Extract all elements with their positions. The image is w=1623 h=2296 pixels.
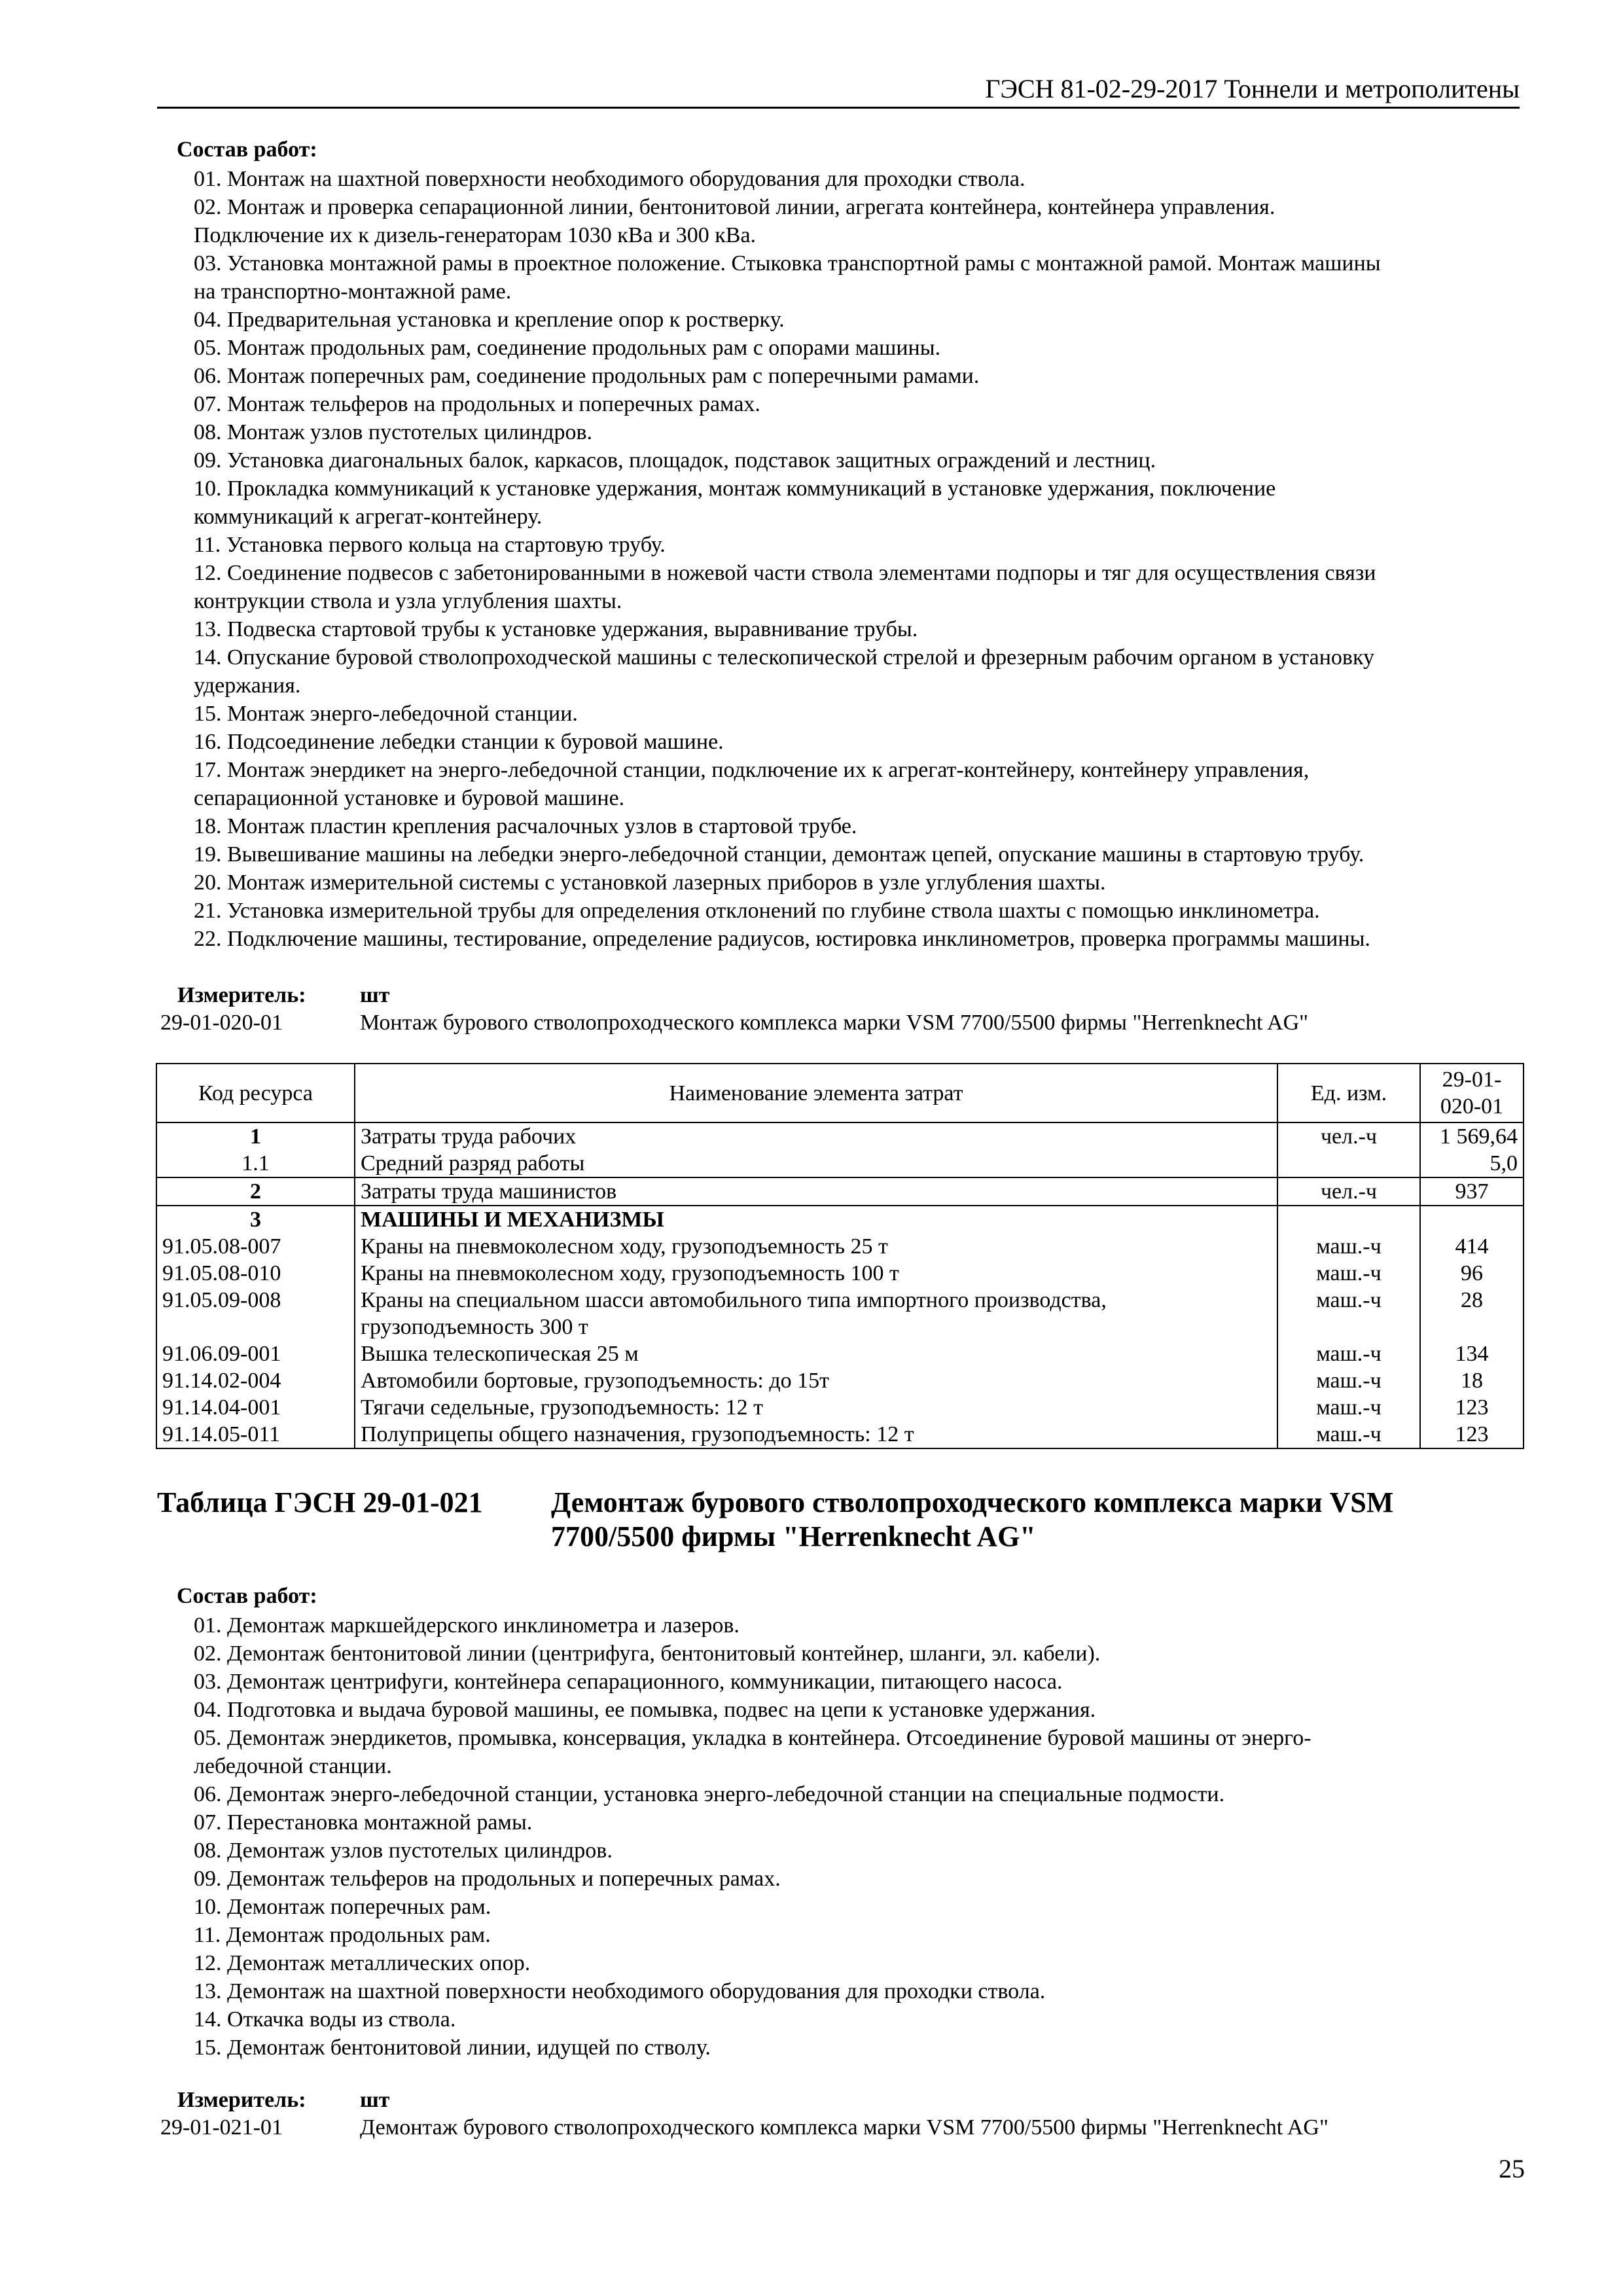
work-step: коммуникаций к агрегат-контейнеру. (194, 505, 543, 529)
cell-code: 91.05.08-010 (156, 1260, 355, 1287)
work-step: 08. Монтаж узлов пустотелых цилиндров. (194, 420, 592, 444)
table-name (551, 1486, 1518, 1554)
cell-name-line1: Краны на специальном шасси автомобильного типа импортного производства, (361, 1288, 1107, 1312)
cell-unit: чел.-ч (1277, 1122, 1420, 1150)
work-step: 14. Опускание буровой стволопроходческой машины с телескопической стрелой и фрезерным рабочим органом в установку (194, 645, 1374, 670)
cell-value: 937 (1420, 1177, 1524, 1206)
resource-table (156, 1063, 1524, 1449)
work-step: 01. Монтаж на шахтной поверхности необходимого оборудования для проходки ствола. (194, 167, 1026, 191)
work-step: 16. Подсоединение лебедки станции к буровой машине. (194, 730, 724, 754)
table-header-row (156, 1064, 1524, 1122)
cell-name: Затраты труда машинистов (355, 1177, 1277, 1206)
work-step: 02. Монтаж и проверка сепарационной линии, бентонитовой линии, агрегата контейнера, контейнера управления. (194, 195, 1275, 219)
work-step: 22. Подключение машины, тестирование, определение радиусов, юстировка инклинометров, проверка программы машины. (194, 927, 1370, 951)
work-step: на транспортно-монтажной раме. (194, 279, 512, 304)
header-unit: Ед. изм. (1277, 1064, 1420, 1122)
cell-value: 123 (1420, 1394, 1524, 1421)
cell-name: Вышка телескопическая 25 м (355, 1340, 1277, 1367)
table-row (156, 1260, 1524, 1287)
cell-name (355, 1287, 1277, 1340)
work-step: 10. Демонтаж поперечных рам. (194, 1895, 491, 1919)
cell-name: МАШИНЫ И МЕХАНИЗМЫ (355, 1206, 1277, 1233)
table-title (157, 1486, 1518, 1554)
work-step: 02. Демонтаж бентонитовой линии (центрифуга, бентонитовый контейнер, шланги, эл. кабели). (194, 1641, 1101, 1666)
work-step: 05. Монтаж продольных рам, соединение продольных рам с опорами машины. (194, 336, 941, 360)
cell-name: Краны на пневмоколесном ходу, грузоподъемность 100 т (355, 1260, 1277, 1287)
work-step: 04. Подготовка и выдача буровой машины, ее помывка, подвес на цепи к установке удержания. (194, 1698, 1096, 1722)
cell-value: 134 (1420, 1340, 1524, 1367)
work-step: 01. Демонтаж маркшейдерского инклинометра и лазеров. (194, 1613, 740, 1638)
table-row (156, 1177, 1524, 1206)
norm-code: 29-01-021-01 (160, 2115, 283, 2140)
table-row (156, 1394, 1524, 1421)
table-row (156, 1206, 1524, 1233)
work-step: 13. Демонтаж на шахтной поверхности необходимого оборудования для проходки ствола. (194, 1979, 1046, 2003)
measure-unit: шт (360, 983, 390, 1007)
work-step: сепарационной установке и буровой машине. (194, 786, 625, 810)
table-number: Таблица ГЭСН 29-01-021 (157, 1486, 483, 1518)
cell-unit: маш.-ч (1277, 1340, 1420, 1367)
table-row (156, 1122, 1524, 1150)
work-step: 21. Установка измерительной трубы для определения отклонений по глубине ствола шахты с помощью инклинометра. (194, 899, 1320, 923)
cell-value: 5,0 (1420, 1150, 1524, 1177)
work-step: 06. Монтаж поперечных рам, соединение продольных рам с поперечными рамами. (194, 364, 980, 388)
work-step: 07. Монтаж тельферов на продольных и поперечных рамах. (194, 392, 760, 416)
cell-code: 91.14.04-001 (156, 1394, 355, 1421)
work-step: 18. Монтаж пластин крепления расчалочных узлов в стартовой трубе. (194, 814, 857, 838)
work-step: 03. Установка монтажной рамы в проектное положение. Стыковка транспортной рамы с монтажной рамой. Монтаж машины (194, 251, 1381, 276)
cell-value: 96 (1420, 1260, 1524, 1287)
cell-unit: чел.-ч (1277, 1177, 1420, 1206)
cell-code: 3 (156, 1206, 355, 1233)
cell-unit: маш.-ч (1277, 1421, 1420, 1448)
work-step: 11. Установка первого кольца на стартовую трубу. (194, 533, 666, 557)
measure-block-1 (160, 982, 1508, 1037)
cell-name: Краны на пневмоколесном ходу, грузоподъемность 25 т (355, 1233, 1277, 1260)
work-step: 17. Монтаж энердикет на энерго-лебедочной станции, подключение их к агрегат-контейнеру, контейнеру управления, (194, 758, 1310, 782)
norm-description: Монтаж бурового стволопроходческого комплекса марки VSM 7700/5500 фирмы "Herrenknecht AG" (360, 1011, 1309, 1035)
table-row (156, 1150, 1524, 1177)
header-value-line2: 020-01 (1440, 1094, 1504, 1119)
measure-block-2 (160, 2087, 1508, 2142)
work-step: лебедочной станции. (194, 1754, 392, 1778)
work-step: Подключение их к дизель-генераторам 1030 кВа и 300 кВа. (194, 223, 757, 247)
work-step: 10. Прокладка коммуникаций к установке удержания, монтаж коммуникаций в установке удержания, поключение (194, 476, 1276, 501)
work-step: 09. Демонтаж тельферов на продольных и поперечных рамах. (194, 1867, 781, 1891)
table-row (156, 1340, 1524, 1367)
work-step: 04. Предварительная установка и крепление опор к ростверку. (194, 308, 785, 332)
cell-code: 91.05.08-007 (156, 1233, 355, 1260)
page-number: 25 (1499, 2154, 1525, 2183)
cell-value: 123 (1420, 1421, 1524, 1448)
work-step: 15. Демонтаж бентонитовой линии, идущей по стволу. (194, 2036, 711, 2060)
work-composition-1 (177, 136, 1512, 953)
header-code: Код ресурса (156, 1064, 355, 1122)
cell-code: 2 (156, 1177, 355, 1206)
table-row (156, 1287, 1524, 1340)
cell-value: 18 (1420, 1367, 1524, 1394)
cell-code: 1.1 (156, 1150, 355, 1177)
cell-name-line2: грузоподъемность 300 т (361, 1315, 588, 1339)
work-step: 12. Демонтаж металлических опор. (194, 1951, 531, 1975)
cell-code: 91.14.05-011 (156, 1421, 355, 1448)
header-value (1420, 1064, 1524, 1122)
work-composition-heading: Состав работ: (177, 137, 317, 162)
cell-name: Тягачи седельные, грузоподъемность: 12 т (355, 1394, 1277, 1421)
cell-code: 1 (156, 1122, 355, 1150)
measure-label: Измеритель: (177, 983, 306, 1007)
table-name-line2: 7700/5500 фирмы "Herrenknecht AG" (551, 1520, 1036, 1552)
cell-unit: маш.-ч (1277, 1394, 1420, 1421)
work-step: 07. Перестановка монтажной рамы. (194, 1810, 533, 1835)
work-step: 12. Соединение подвесов с забетонированными в ножевой части ствола элементами подпоры и тяг для осуществления связи (194, 561, 1376, 585)
work-step: 19. Вывешивание машины на лебедки энерго-лебедочной станции, демонтаж цепей, опускание машины в стартовую трубу. (194, 842, 1364, 867)
work-step: 11. Демонтаж продольных рам. (194, 1923, 491, 1947)
cell-value: 28 (1420, 1287, 1524, 1340)
work-step: 09. Установка диагональных балок, каркасов, площадок, подставок защитных ограждений и лестниц. (194, 448, 1156, 473)
work-composition-heading: Состав работ: (177, 1584, 317, 1608)
cell-unit (1277, 1206, 1420, 1233)
cell-code: 91.06.09-001 (156, 1340, 355, 1367)
cell-value: 1 569,64 (1420, 1122, 1524, 1150)
work-step: 05. Демонтаж энердикетов, промывка, консервация, укладка в контейнера. Отсоединение буровой машины от энерго- (194, 1726, 1311, 1750)
cell-unit: маш.-ч (1277, 1287, 1420, 1340)
header-rule (157, 107, 1520, 109)
cell-unit: маш.-ч (1277, 1260, 1420, 1287)
cell-name: Автомобили бортовые, грузоподъемность: до 15т (355, 1367, 1277, 1394)
work-step: 15. Монтаж энерго-лебедочной станции. (194, 702, 578, 726)
header-value-line1: 29-01- (1442, 1067, 1502, 1092)
measure-label: Измеритель: (177, 2088, 306, 2112)
table-name-line1: Демонтаж бурового стволопроходческого комплекса марки VSM (551, 1486, 1394, 1518)
work-step: 03. Демонтаж центрифуги, контейнера сепарационного, коммуникации, питающего насоса. (194, 1670, 1063, 1694)
work-step: 13. Подвеска стартовой трубы к установке удержания, выравнивание трубы. (194, 617, 918, 641)
cell-unit: маш.-ч (1277, 1233, 1420, 1260)
work-step: удержания. (194, 673, 301, 698)
cell-code: 91.05.09-008 (156, 1287, 355, 1340)
work-step: 14. Откачка воды из ствола. (194, 2007, 456, 2032)
norm-code: 29-01-020-01 (160, 1011, 283, 1035)
table-row (156, 1421, 1524, 1448)
work-step: 08. Демонтаж узлов пустотелых цилиндров. (194, 1839, 613, 1863)
header-name: Наименование элемента затрат (355, 1064, 1277, 1122)
cell-name: Затраты труда рабочих (355, 1122, 1277, 1150)
cell-value (1420, 1206, 1524, 1233)
cell-name: Средний разряд работы (355, 1150, 1277, 1177)
work-composition-2 (177, 1583, 1512, 2062)
table-row (156, 1367, 1524, 1394)
cell-name: Полуприцепы общего назначения, грузоподъемность: 12 т (355, 1421, 1277, 1448)
running-header: ГЭСН 81-02-29-2017 Тоннели и метрополитены (985, 74, 1520, 103)
cell-value: 414 (1420, 1233, 1524, 1260)
cell-code: 91.14.02-004 (156, 1367, 355, 1394)
norm-description: Демонтаж бурового стволопроходческого комплекса марки VSM 7700/5500 фирмы "Herrenknecht AG" (360, 2115, 1329, 2140)
table-row (156, 1233, 1524, 1260)
cell-unit (1277, 1150, 1420, 1177)
work-step: контрукции ствола и узла углубления шахты. (194, 589, 622, 613)
work-step: 20. Монтаж измерительной системы с установкой лазерных приборов в узле углубления шахты. (194, 870, 1106, 895)
measure-unit: шт (360, 2088, 390, 2112)
cell-unit: маш.-ч (1277, 1367, 1420, 1394)
work-step: 06. Демонтаж энерго-лебедочной станции, установка энерго-лебедочной станции на специальные подмости. (194, 1782, 1225, 1806)
